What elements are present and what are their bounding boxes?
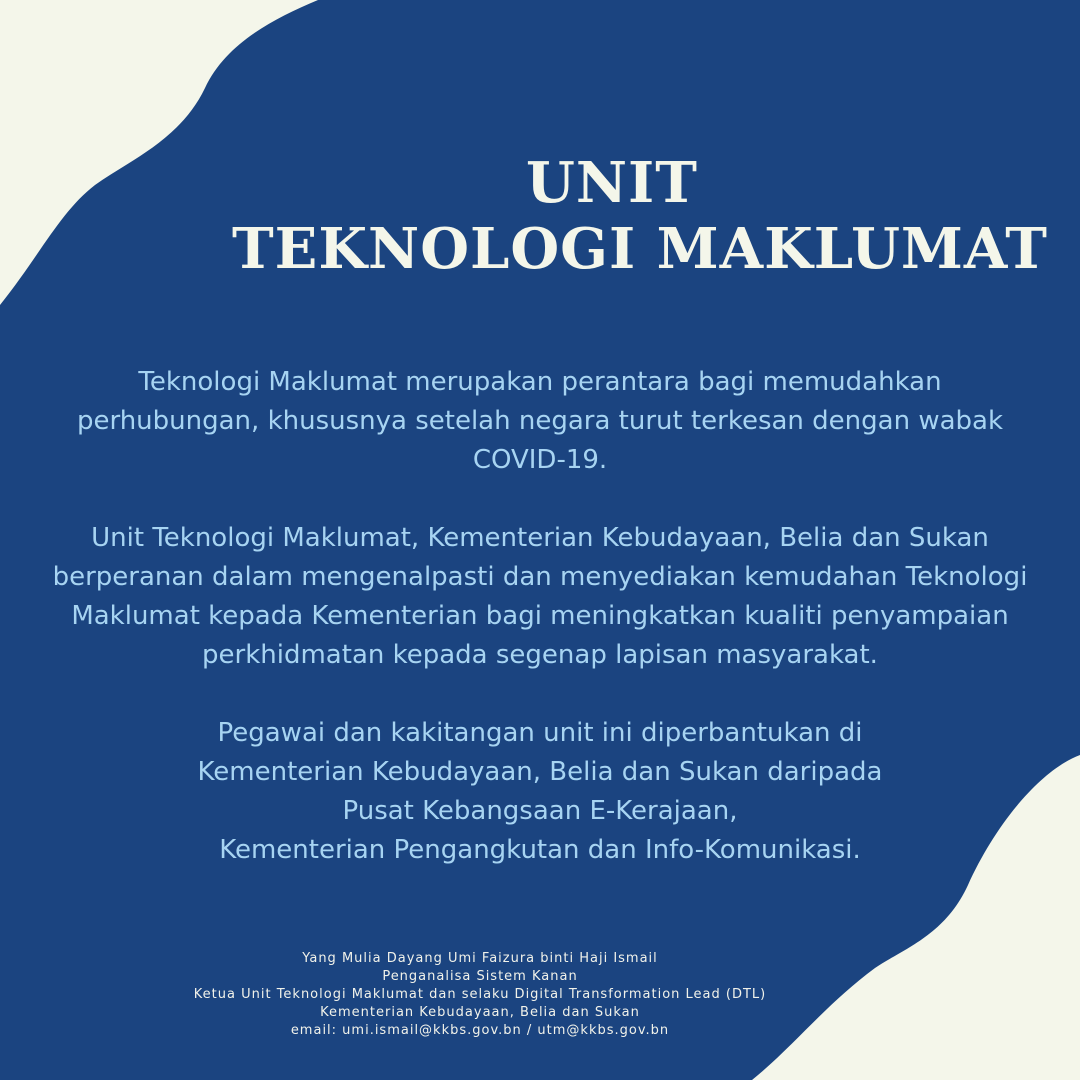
paragraph-line: Teknologi Maklumat merupakan perantara bagi memudahkan — [138, 367, 942, 397]
paragraph-line: perhubungan, khususnya setelah negara turut terkesan dengan wabak — [76, 406, 1004, 436]
paragraph-line: Kementerian Pengangkutan dan Info-Komunikasi. — [219, 835, 861, 865]
paragraph-line: Kementerian Kebudayaan, Belia dan Sukan daripada — [197, 757, 883, 787]
title-line-1: UNIT — [526, 150, 698, 216]
footer-role: Ketua Unit Teknologi Maklumat dan selaku Digital Transformation Lead (DTL) — [193, 987, 767, 1002]
paragraph-line: Pegawai dan kakitangan unit ini diperbantukan di — [217, 718, 863, 748]
title-line-2: TEKNOLOGI MAKLUMAT — [232, 216, 1048, 282]
role-paragraph — [40, 519, 1040, 675]
footer-name: Yang Mulia Dayang Umi Faizura binti Haji Ismail — [302, 951, 658, 966]
footer-position: Penganalisa Sistem Kanan — [382, 969, 578, 984]
footer-ministry: Kementerian Kebudayaan, Belia dan Sukan — [320, 1005, 640, 1020]
paragraph-line: Maklumat kepada Kementerian bagi meningkatkan kualiti penyampaian — [71, 601, 1009, 631]
page-title — [0, 150, 1080, 282]
paragraph-line: Unit Teknologi Maklumat, Kementerian Kebudayaan, Belia dan Sukan — [91, 523, 989, 553]
paragraph-line: berperanan dalam mengenalpasti dan menyediakan kemudahan Teknologi — [52, 562, 1028, 592]
paragraph-line: Pusat Kebangsaan E-Kerajaan, — [342, 796, 738, 826]
intro-paragraph — [40, 363, 1040, 480]
paragraph-line: COVID-19. — [472, 445, 608, 475]
paragraph-line: perkhidmatan kepada segenap lapisan masyarakat. — [202, 640, 878, 670]
footer-email: email: umi.ismail@kkbs.gov.bn / utm@kkbs.gov.bn — [290, 1023, 670, 1038]
staff-paragraph — [40, 714, 1040, 870]
footer-credits — [0, 950, 960, 1040]
